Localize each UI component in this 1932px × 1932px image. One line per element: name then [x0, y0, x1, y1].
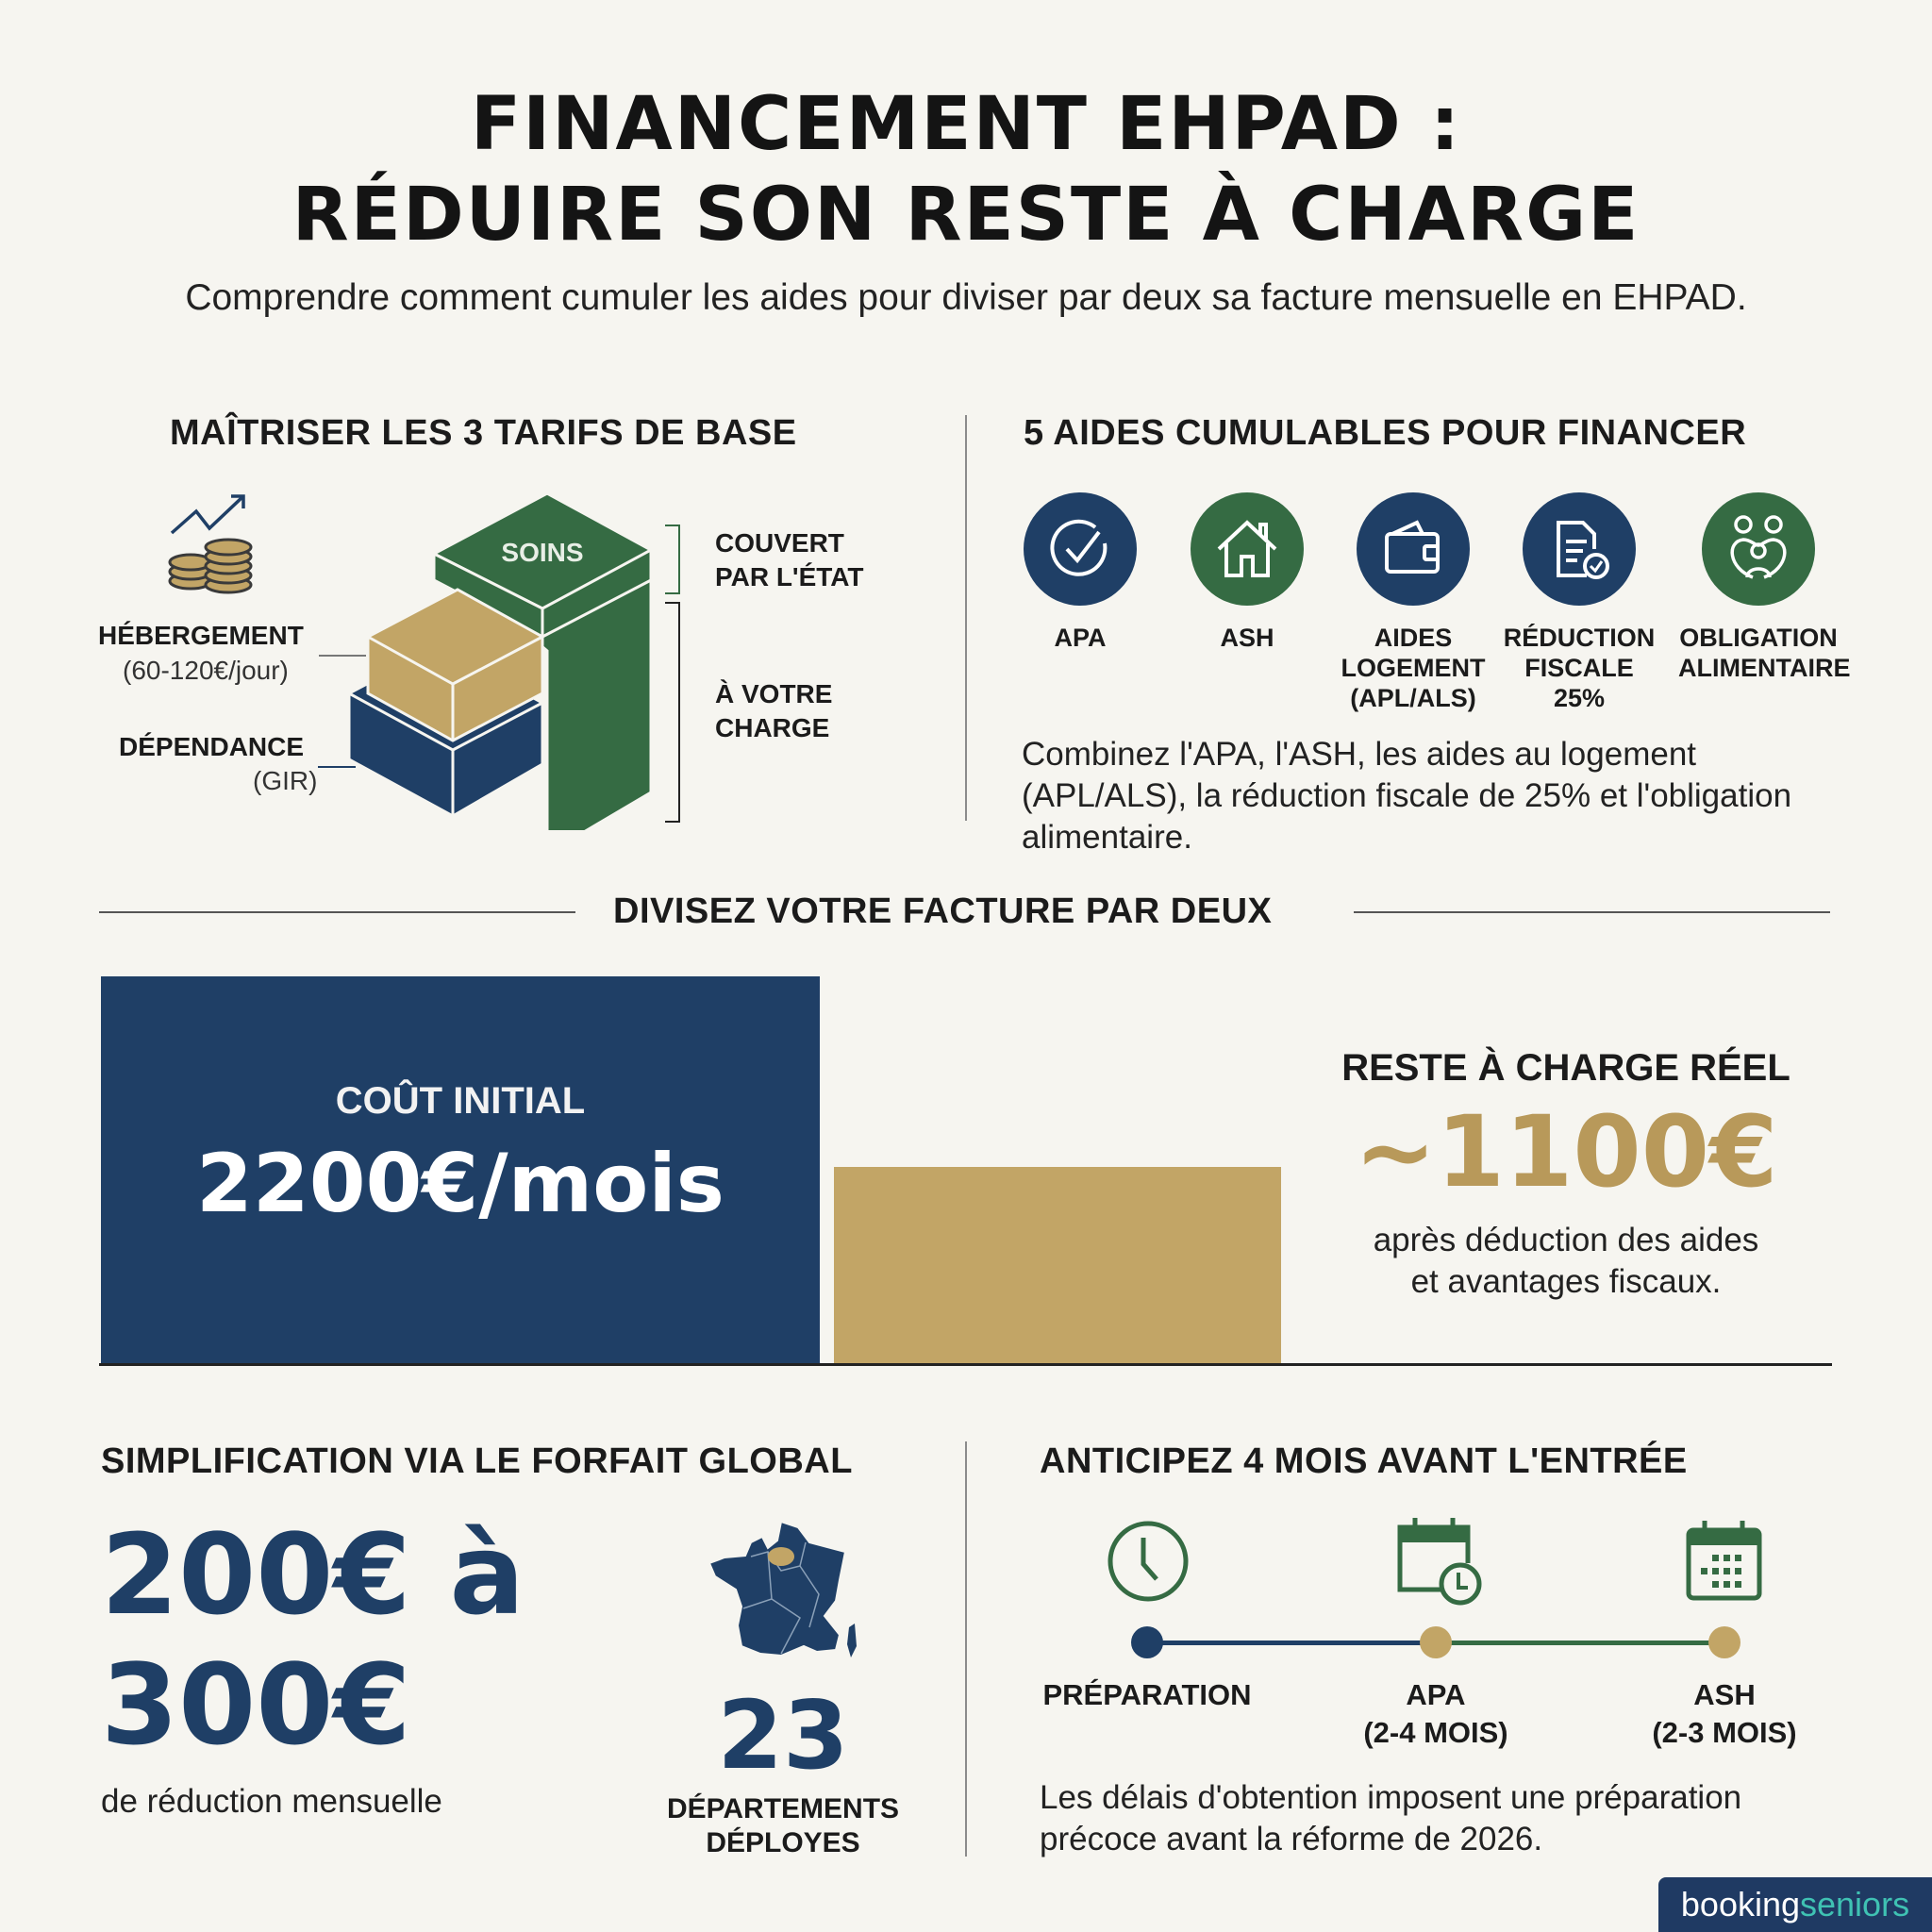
clock-icon	[1106, 1519, 1191, 1604]
subtitle: Comprendre comment cumuler les aides pour diviser par deux sa facture mensuelle en EHPAD.	[185, 277, 1747, 318]
family-icon	[1721, 511, 1796, 587]
aide-obligation-label: OBLIGATION ALIMENTAIRE	[1678, 624, 1851, 682]
bracket-your-charge	[665, 602, 680, 823]
aide-fiscale-circle	[1523, 492, 1636, 606]
covered-by-state-label: COUVERT PAR L'ÉTAT	[715, 528, 864, 591]
dependance-detail: (GIR)	[253, 766, 318, 795]
bookingseniors-logo[interactable]	[1658, 1877, 1932, 1932]
your-charge-label: À VOTRE CHARGE	[715, 679, 833, 742]
timeline-dot-apa	[1420, 1626, 1452, 1658]
initial-cost-bar	[101, 976, 820, 1363]
initial-cost-label: COÛT INITIAL	[335, 1080, 586, 1122]
hebergement-label: HÉBERGEMENT	[98, 621, 304, 650]
check-circle-icon	[1046, 515, 1114, 583]
wallet-icon	[1379, 515, 1447, 583]
reste-charge-label: RESTE À CHARGE RÉEL	[1341, 1047, 1790, 1089]
hebergement-detail: (60-120€/jour)	[123, 656, 289, 685]
aide-ash-circle	[1191, 492, 1304, 606]
comparison-heading: DIVISEZ VOTRE FACTURE PAR DEUX	[613, 891, 1273, 931]
aide-apa-circle	[1024, 492, 1137, 606]
title-line-2: RÉDUIRE SON RESTE À CHARGE	[291, 173, 1641, 258]
reste-charge-value: ~1100€	[1354, 1094, 1778, 1209]
chart-baseline	[99, 1363, 1832, 1366]
calendar-icon	[1684, 1519, 1764, 1602]
timeline-step-ash: ASH (2-3 MOIS)	[1652, 1678, 1797, 1749]
divider-right	[1354, 911, 1830, 913]
forfait-heading: SIMPLIFICATION VIA LE FORFAIT GLOBAL	[101, 1441, 853, 1481]
aides-description: Combinez l'APA, l'ASH, les aides au logement (APL/ALS), la réduction fiscale de 25% et l'obligation alimentaire.	[1022, 736, 1792, 856]
title-line-1: FINANCEMENT EHPAD :	[470, 82, 1462, 167]
reste-charge-note: après déduction des aides et avantages fiscaux.	[1373, 1222, 1759, 1300]
timeline-step-apa: APA (2-4 MOIS)	[1363, 1678, 1508, 1749]
aide-ash-label: ASH	[1220, 624, 1274, 652]
reste-charge-bar	[834, 1167, 1281, 1363]
coins-growth-icon	[160, 491, 255, 594]
dependance-leader	[318, 766, 356, 768]
aide-obligation-circle	[1702, 492, 1815, 606]
brand-part-2: seniors	[1800, 1885, 1910, 1924]
divider-bottom	[965, 1441, 967, 1857]
initial-cost-value: 2200€/mois	[196, 1137, 724, 1231]
departments-label: DÉPARTEMENTS DÉPLOYES	[666, 1793, 900, 1858]
timeline-segment-2	[1436, 1641, 1724, 1645]
aide-logement-circle	[1357, 492, 1470, 606]
aides-heading: 5 AIDES CUMULABLES POUR FINANCER	[1024, 413, 1747, 453]
timeline-step-preparation: PRÉPARATION	[1042, 1678, 1252, 1711]
dependance-label: DÉPENDANCE	[119, 732, 305, 761]
timeline-description: Les délais d'obtention imposent une préparation précoce avant la réforme de 2026.	[1040, 1779, 1742, 1857]
timeline-heading: ANTICIPEZ 4 MOIS AVANT L'ENTRÉE	[1040, 1441, 1688, 1481]
calendar-clock-icon	[1394, 1514, 1484, 1608]
departments-count: 23	[717, 1680, 849, 1790]
aide-apa-label: APA	[1054, 624, 1107, 652]
document-check-icon	[1545, 515, 1613, 583]
forfait-note: de réduction mensuelle	[101, 1783, 442, 1820]
tarifs-heading: MAÎTRISER LES 3 TARIFS DE BASE	[170, 413, 797, 453]
brand-part-1: booking	[1680, 1885, 1801, 1924]
forfait-range: 200€ à 300€	[101, 1509, 525, 1770]
aide-logement-label: AIDES LOGEMENT (APL/ALS)	[1341, 624, 1486, 712]
divider-left	[99, 911, 575, 913]
france-map-icon	[706, 1514, 871, 1674]
hebergement-leader	[319, 655, 366, 657]
soins-label: SOINS	[501, 538, 584, 567]
timeline-dot-ash	[1708, 1626, 1740, 1658]
bracket-covered	[665, 525, 680, 594]
aide-fiscale-label: RÉDUCTION FISCALE 25%	[1503, 624, 1656, 712]
timeline-dot-preparation	[1131, 1626, 1163, 1658]
timeline-segment-1	[1147, 1641, 1436, 1645]
divider-top	[965, 415, 967, 821]
house-icon	[1213, 515, 1281, 583]
